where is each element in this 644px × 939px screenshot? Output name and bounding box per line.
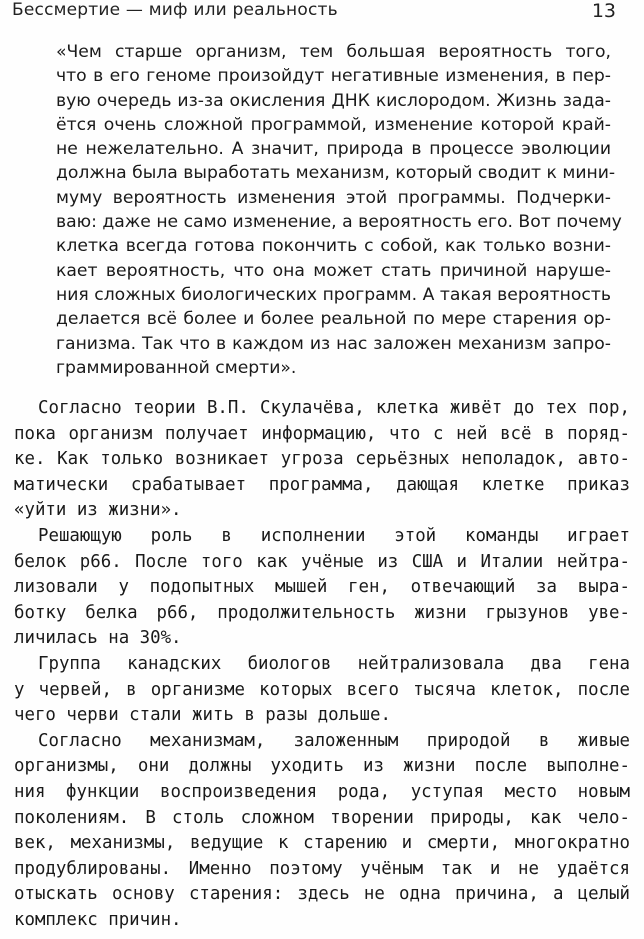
body-line: лизовали у подопытных мышей ген, отвечающий за выра- [14, 577, 630, 598]
quote-line: «Чем старше организм, тем большая вероятность того, [56, 42, 611, 62]
body-line: век, механизмы, ведущие к старению и смерти, многократно [14, 833, 630, 854]
body-line: «уйти из жизни». [14, 500, 182, 521]
quote-line: ния сложных биологических программ. А такая вероятность [56, 284, 611, 305]
body-line: Согласно механизмам, заложенным природой в живые [38, 730, 630, 751]
quote-line: граммированной смерти». [56, 357, 297, 378]
body-line: ния функции воспроизведения рода, уступая место новым [14, 781, 630, 802]
quote-line: не нежелательно. А значит, природа в процессе эволюции [56, 139, 611, 160]
quote-line: ваю: даже не само изменение, а вероятность его. Вот почему [56, 212, 622, 233]
body-line: продублированы. Именно поэтому учёным так и не удаётся [14, 858, 630, 879]
paragraph [14, 396, 630, 524]
paragraph [14, 524, 630, 652]
quote-line: должна была выработать механизм, который сводит к мини- [56, 163, 616, 184]
body-line: отыскать основу старения: здесь не одна причина, а целый [14, 884, 630, 905]
body-line: ботку белка р66, продолжительность жизни грызунов уве- [14, 602, 630, 623]
paragraph [14, 729, 630, 934]
quote-line: делается всё более и более реальной по мере старения ор- [56, 309, 611, 330]
body-line: у червей, в организме которых всего тысяча клеток, после [14, 679, 630, 700]
body-line: Согласно теории В.П. Скулачёва, клетка живёт до тех пор, [38, 398, 630, 418]
body-line: Группа канадских биологов нейтрализовала два гена [38, 653, 630, 674]
body-line: белок р66. После того как учёные из США и Италии нейтра- [14, 551, 630, 572]
quote-line: кает вероятность, что она может стать причиной наруше- [56, 260, 611, 281]
quote-line: ётся очень сложной программой, изменение которой край- [56, 114, 611, 135]
quote-line: вую очередь из-за окисления ДНК кислородом. Жизнь зада- [56, 90, 611, 111]
quotation-block [56, 40, 622, 380]
body-line: организмы, они должны уходить из жизни после выполне- [14, 756, 630, 777]
body-line: матически срабатывает программа, дающая клетке приказ [14, 474, 630, 495]
body-line: ке. Как только возникает угроза серьёзных неполадок, авто- [14, 449, 630, 470]
body-line: Решающую роль в исполнении этой команды играет [38, 525, 630, 546]
paragraph [14, 652, 630, 729]
body-line: личилась на 30%. [14, 628, 182, 649]
quote-line: ганизма. Так что в каждом из нас заложен механизм запро- [56, 333, 611, 354]
running-title: Бессмертие — миф или реальность [12, 0, 338, 20]
quote-line: клетка всегда готова покончить с собой, как только возни- [56, 236, 611, 257]
body-line: пока организм получает информацию, что с ней всё в поряд- [14, 423, 630, 444]
body-text [14, 396, 630, 933]
quote-line: что в его геноме произойдут негативные изменения, в пер- [56, 66, 611, 87]
body-line: комплекс причин. [14, 909, 182, 930]
body-line: чего черви стали жить в разы дольше. [14, 705, 391, 726]
quote-line: муму вероятность изменения этой программы. Подчерки- [56, 187, 611, 208]
body-line: поколениям. В столь сложном творении природы, как чело- [14, 807, 630, 828]
page-number: 13 [591, 0, 616, 22]
